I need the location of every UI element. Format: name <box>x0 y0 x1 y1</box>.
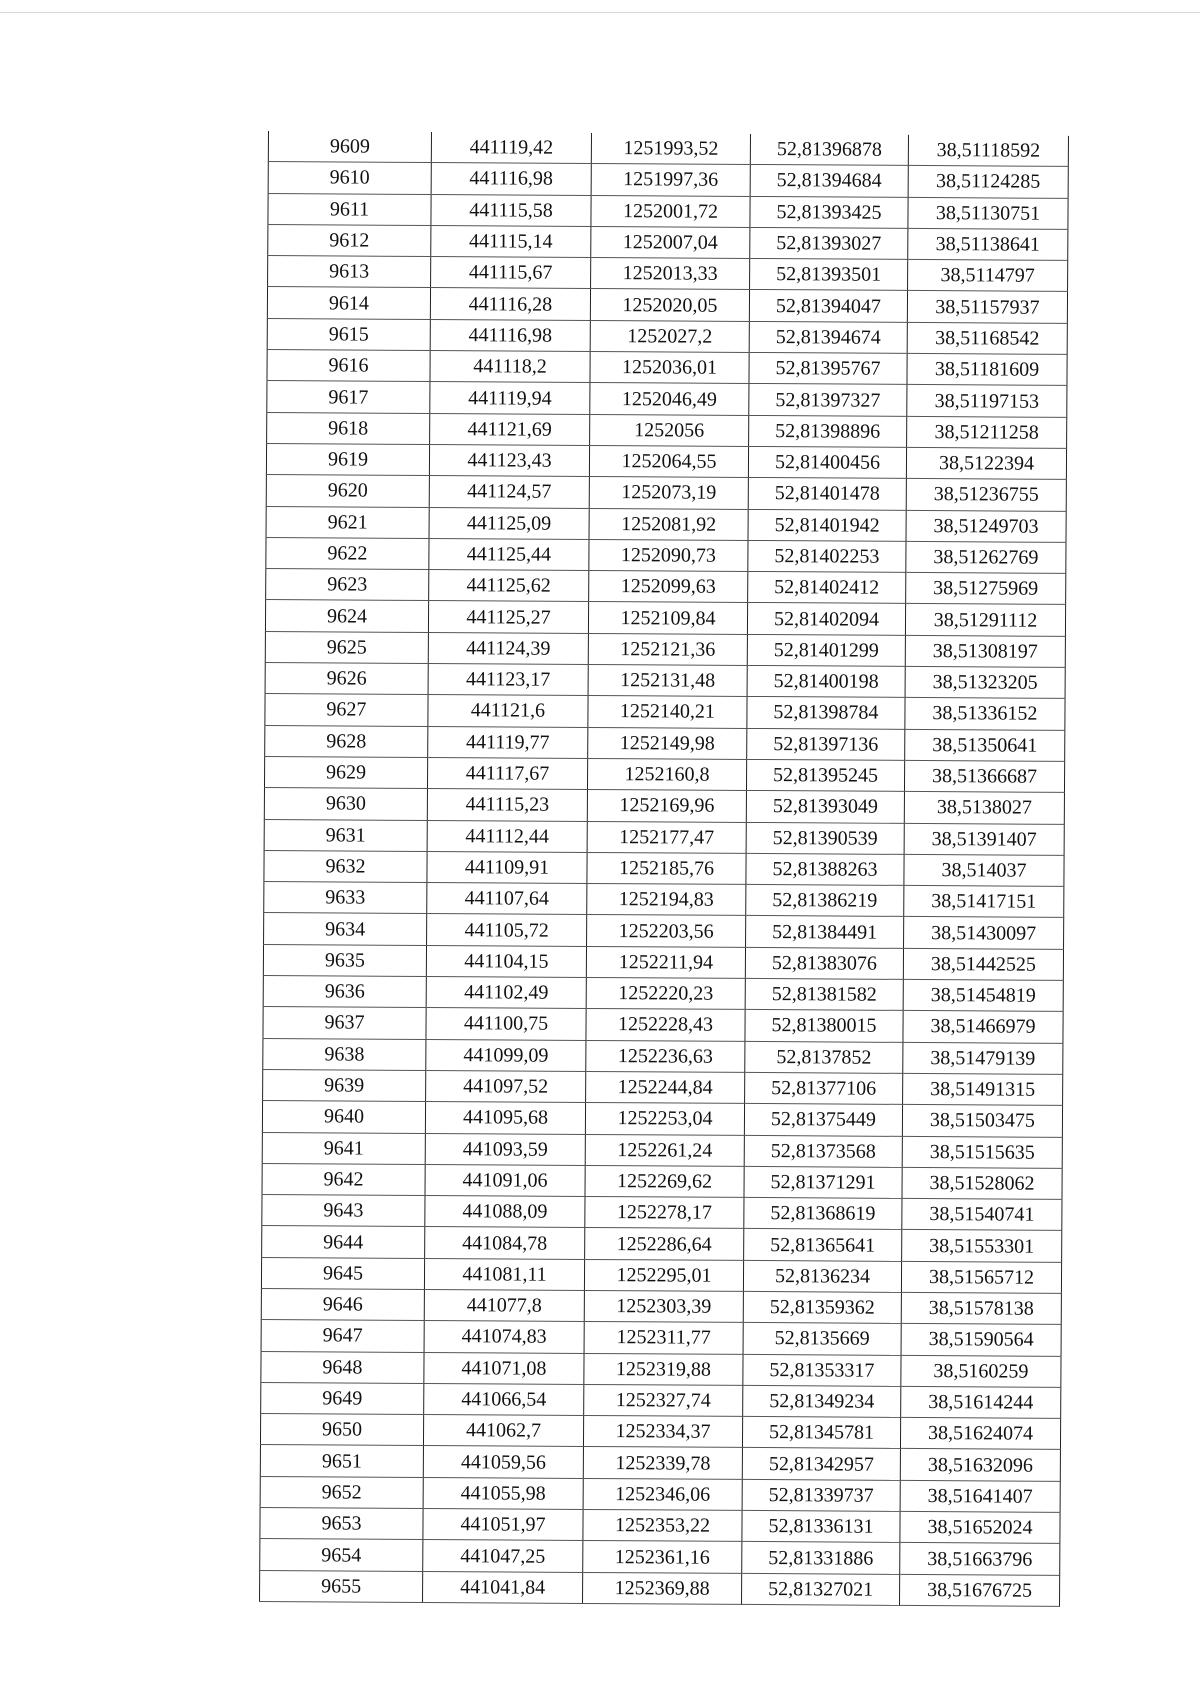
longitude-cell: 38,51430097 <box>904 917 1064 949</box>
longitude-cell: 38,51454819 <box>903 979 1063 1011</box>
point-number-cell: 9632 <box>264 850 427 882</box>
point-number-cell: 9617 <box>267 381 430 413</box>
latitude-cell: 52,81402253 <box>748 540 906 572</box>
table-row <box>261 1382 1061 1418</box>
x-coordinate-cell: 441041,84 <box>423 1571 583 1603</box>
y-coordinate-cell: 1252295,01 <box>584 1259 743 1291</box>
x-coordinate-cell: 441124,57 <box>429 476 589 508</box>
table-row <box>268 256 1068 292</box>
longitude-cell: 38,5114797 <box>908 260 1068 292</box>
y-coordinate-cell: 1252203,56 <box>587 915 746 947</box>
table-row <box>260 1570 1060 1606</box>
longitude-cell: 38,51130751 <box>908 197 1068 229</box>
table-row <box>263 1069 1063 1105</box>
point-number-cell: 9629 <box>264 756 427 788</box>
latitude-cell: 52,81373568 <box>744 1135 902 1167</box>
table-row <box>260 1508 1060 1544</box>
table-row <box>261 1288 1061 1324</box>
point-number-cell: 9620 <box>266 475 429 507</box>
y-coordinate-cell: 1252327,74 <box>584 1384 743 1416</box>
longitude-cell: 38,51138641 <box>908 228 1068 260</box>
longitude-cell: 38,51211258 <box>907 416 1067 448</box>
table-row <box>264 788 1064 824</box>
point-number-cell: 9614 <box>267 287 430 319</box>
point-number-cell: 9613 <box>268 256 431 288</box>
y-coordinate-cell: 1252149,98 <box>588 727 747 759</box>
point-number-cell: 9640 <box>262 1101 425 1133</box>
table-row <box>263 976 1063 1012</box>
y-coordinate-cell: 1252109,84 <box>588 602 747 634</box>
point-number-cell: 9618 <box>267 412 430 444</box>
x-coordinate-cell: 441109,91 <box>427 851 587 883</box>
point-number-cell: 9615 <box>267 318 430 350</box>
table-row <box>263 1007 1063 1043</box>
latitude-cell: 52,81381582 <box>745 978 903 1010</box>
y-coordinate-cell: 1252194,83 <box>587 884 746 916</box>
latitude-cell: 52,81393049 <box>746 791 904 823</box>
x-coordinate-cell: 441055,98 <box>423 1477 583 1509</box>
point-number-cell: 9633 <box>264 882 427 914</box>
point-number-cell: 9627 <box>265 694 428 726</box>
table-row <box>261 1320 1061 1356</box>
longitude-cell: 38,51442525 <box>903 948 1063 980</box>
point-number-cell: 9652 <box>260 1476 423 1508</box>
y-coordinate-cell: 1252220,23 <box>586 977 745 1009</box>
y-coordinate-cell: 1252056 <box>590 414 749 446</box>
table-row <box>266 506 1066 542</box>
latitude-cell: 52,81396878 <box>750 134 908 166</box>
longitude-cell: 38,51676725 <box>900 1574 1060 1606</box>
table-row <box>267 381 1067 417</box>
longitude-cell: 38,51249703 <box>906 510 1066 542</box>
latitude-cell: 52,81349234 <box>743 1385 901 1417</box>
longitude-cell: 38,51323205 <box>905 666 1065 698</box>
longitude-cell: 38,51479139 <box>903 1042 1063 1074</box>
x-coordinate-cell: 441123,43 <box>429 444 589 476</box>
y-coordinate-cell: 1252013,33 <box>591 258 750 290</box>
longitude-cell: 38,51624074 <box>900 1418 1060 1450</box>
longitude-cell: 38,51515635 <box>902 1136 1062 1168</box>
point-number-cell: 9635 <box>263 944 426 976</box>
latitude-cell: 52,81345781 <box>742 1417 900 1449</box>
longitude-cell: 38,51614244 <box>901 1386 1061 1418</box>
latitude-cell: 52,81393027 <box>750 227 908 259</box>
point-number-cell: 9631 <box>264 819 427 851</box>
y-coordinate-cell: 1252334,37 <box>583 1416 742 1448</box>
latitude-cell: 52,81394047 <box>749 290 907 322</box>
latitude-cell: 52,81342957 <box>742 1448 900 1480</box>
table-row <box>266 569 1066 605</box>
latitude-cell: 52,81365641 <box>744 1229 902 1261</box>
point-number-cell: 9621 <box>266 506 429 538</box>
latitude-cell: 52,81368619 <box>744 1198 902 1230</box>
table-row <box>262 1195 1062 1231</box>
point-number-cell: 9643 <box>262 1195 425 1227</box>
latitude-cell: 52,81384491 <box>746 916 904 948</box>
latitude-cell: 52,81353317 <box>743 1354 901 1386</box>
table-row <box>262 1226 1062 1262</box>
point-number-cell: 9653 <box>260 1508 423 1540</box>
point-number-cell: 9650 <box>260 1414 423 1446</box>
longitude-cell: 38,51565712 <box>901 1261 1061 1293</box>
y-coordinate-cell: 1252046,49 <box>590 383 749 415</box>
y-coordinate-cell: 1251997,36 <box>591 164 750 196</box>
longitude-cell: 38,51578138 <box>901 1292 1061 1324</box>
table-row <box>261 1257 1061 1293</box>
latitude-cell: 52,81397327 <box>749 384 907 416</box>
table-row <box>263 1038 1063 1074</box>
point-number-cell: 9639 <box>263 1069 426 1101</box>
y-coordinate-cell: 1252121,36 <box>588 633 747 665</box>
latitude-cell: 52,81393501 <box>750 259 908 291</box>
latitude-cell: 52,81375449 <box>744 1104 902 1136</box>
longitude-cell: 38,51262769 <box>906 541 1066 573</box>
latitude-cell: 52,81400456 <box>748 446 906 478</box>
coordinates-table <box>259 131 1069 1607</box>
longitude-cell: 38,51632096 <box>900 1449 1060 1481</box>
y-coordinate-cell: 1252131,48 <box>588 665 747 697</box>
table-row <box>261 1351 1061 1387</box>
y-coordinate-cell: 1252346,06 <box>583 1478 742 1510</box>
x-coordinate-cell: 441116,28 <box>430 288 590 320</box>
longitude-cell: 38,51157937 <box>907 291 1067 323</box>
table-row <box>260 1476 1060 1512</box>
point-number-cell: 9655 <box>260 1570 423 1602</box>
longitude-cell: 38,51417151 <box>904 886 1064 918</box>
longitude-cell: 38,51391407 <box>904 823 1064 855</box>
y-coordinate-cell: 1252090,73 <box>589 539 748 571</box>
longitude-cell: 38,51503475 <box>902 1105 1062 1137</box>
table-row <box>262 1132 1062 1168</box>
y-coordinate-cell: 1252211,94 <box>586 946 745 978</box>
point-number-cell: 9649 <box>261 1382 424 1414</box>
x-coordinate-cell: 441084,78 <box>425 1227 585 1259</box>
x-coordinate-cell: 441121,69 <box>430 413 590 445</box>
table-row <box>264 756 1064 792</box>
table-row <box>266 443 1066 479</box>
point-number-cell: 9648 <box>261 1351 424 1383</box>
y-coordinate-cell: 1252001,72 <box>591 195 750 227</box>
point-number-cell: 9646 <box>261 1288 424 1320</box>
x-coordinate-cell: 441051,97 <box>423 1509 583 1541</box>
y-coordinate-cell: 1252140,21 <box>588 696 747 728</box>
longitude-cell: 38,51124285 <box>908 166 1068 198</box>
latitude-cell: 52,81327021 <box>742 1573 900 1605</box>
longitude-cell: 38,51197153 <box>907 385 1067 417</box>
longitude-cell: 38,5138027 <box>904 792 1064 824</box>
x-coordinate-cell: 441119,42 <box>431 132 591 164</box>
x-coordinate-cell: 441100,75 <box>426 1008 586 1040</box>
longitude-cell: 38,51291112 <box>905 604 1065 636</box>
y-coordinate-cell: 1252160,8 <box>587 758 746 790</box>
x-coordinate-cell: 441093,59 <box>425 1133 585 1165</box>
table-row <box>265 694 1065 730</box>
point-number-cell: 9641 <box>262 1132 425 1164</box>
x-coordinate-cell: 441118,2 <box>430 351 590 383</box>
x-coordinate-cell: 441121,6 <box>428 695 588 727</box>
latitude-cell: 52,81390539 <box>746 822 904 854</box>
table-row <box>262 1163 1062 1199</box>
longitude-cell: 38,51553301 <box>902 1230 1062 1262</box>
latitude-cell: 52,81377106 <box>745 1072 903 1104</box>
table-row <box>264 882 1064 918</box>
point-number-cell: 9612 <box>268 224 431 256</box>
y-coordinate-cell: 1252177,47 <box>587 821 746 853</box>
latitude-cell: 52,81401299 <box>747 634 905 666</box>
table-row <box>264 913 1064 949</box>
latitude-cell: 52,81397136 <box>747 728 905 760</box>
longitude-cell: 38,51168542 <box>907 322 1067 354</box>
table-row <box>264 850 1064 886</box>
x-coordinate-cell: 441123,17 <box>428 664 588 696</box>
table-row <box>264 819 1064 855</box>
latitude-cell: 52,81393425 <box>750 196 908 228</box>
x-coordinate-cell: 441066,54 <box>424 1383 584 1415</box>
point-number-cell: 9628 <box>265 725 428 757</box>
x-coordinate-cell: 441115,58 <box>431 194 591 226</box>
x-coordinate-cell: 441095,68 <box>425 1102 585 1134</box>
x-coordinate-cell: 441102,49 <box>426 976 586 1008</box>
x-coordinate-cell: 441117,67 <box>427 757 587 789</box>
point-number-cell: 9610 <box>268 162 431 194</box>
x-coordinate-cell: 441115,23 <box>427 789 587 821</box>
y-coordinate-cell: 1252244,84 <box>586 1071 745 1103</box>
longitude-cell: 38,51118592 <box>908 135 1068 167</box>
point-number-cell: 9637 <box>263 1007 426 1039</box>
latitude-cell: 52,81395767 <box>749 353 907 385</box>
x-coordinate-cell: 441071,08 <box>424 1352 584 1384</box>
latitude-cell: 52,81388263 <box>746 853 904 885</box>
longitude-cell: 38,514037 <box>904 854 1064 886</box>
latitude-cell: 52,81402094 <box>747 603 905 635</box>
x-coordinate-cell: 441059,56 <box>423 1446 583 1478</box>
point-number-cell: 9651 <box>260 1445 423 1477</box>
latitude-cell: 52,81401478 <box>748 478 906 510</box>
x-coordinate-cell: 441119,77 <box>428 726 588 758</box>
latitude-cell: 52,81401942 <box>748 509 906 541</box>
x-coordinate-cell: 441088,09 <box>425 1196 585 1228</box>
x-coordinate-cell: 441116,98 <box>430 319 590 351</box>
latitude-cell: 52,8136234 <box>743 1260 901 1292</box>
x-coordinate-cell: 441125,44 <box>429 538 589 570</box>
y-coordinate-cell: 1252099,63 <box>589 571 748 603</box>
y-coordinate-cell: 1252169,96 <box>587 790 746 822</box>
y-coordinate-cell: 1252278,17 <box>585 1197 744 1229</box>
longitude-cell: 38,51663796 <box>900 1543 1060 1575</box>
y-coordinate-cell: 1252036,01 <box>590 352 749 384</box>
point-number-cell: 9622 <box>266 537 429 569</box>
table-row <box>267 287 1067 323</box>
y-coordinate-cell: 1252353,22 <box>583 1510 742 1542</box>
latitude-cell: 52,81331886 <box>742 1542 900 1574</box>
latitude-cell: 52,81359362 <box>743 1291 901 1323</box>
point-number-cell: 9609 <box>268 131 431 163</box>
point-number-cell: 9611 <box>268 193 431 225</box>
latitude-cell: 52,81336131 <box>742 1510 900 1542</box>
x-coordinate-cell: 441107,64 <box>427 883 587 915</box>
table-row <box>262 1101 1062 1137</box>
y-coordinate-cell: 1252253,04 <box>585 1103 744 1135</box>
y-coordinate-cell: 1252269,62 <box>585 1165 744 1197</box>
y-coordinate-cell: 1252286,64 <box>585 1228 744 1260</box>
x-coordinate-cell: 441125,09 <box>429 507 589 539</box>
latitude-cell: 52,81395245 <box>746 759 904 791</box>
latitude-cell: 52,81402412 <box>748 572 906 604</box>
point-number-cell: 9619 <box>266 443 429 475</box>
point-number-cell: 9654 <box>260 1539 423 1571</box>
table-row <box>268 131 1068 167</box>
latitude-cell: 52,8135669 <box>743 1323 901 1355</box>
y-coordinate-cell: 1252339,78 <box>583 1447 742 1479</box>
y-coordinate-cell: 1252020,05 <box>590 289 749 321</box>
table-row <box>263 944 1063 980</box>
longitude-cell: 38,5122394 <box>906 447 1066 479</box>
longitude-cell: 38,51466979 <box>903 1011 1063 1043</box>
longitude-cell: 38,51366687 <box>904 760 1064 792</box>
x-coordinate-cell: 441115,14 <box>431 225 591 257</box>
longitude-cell: 38,51275969 <box>906 573 1066 605</box>
table-row <box>260 1445 1060 1481</box>
latitude-cell: 52,8137852 <box>745 1041 903 1073</box>
y-coordinate-cell: 1252073,19 <box>589 477 748 509</box>
table-row <box>266 475 1066 511</box>
point-number-cell: 9623 <box>266 569 429 601</box>
x-coordinate-cell: 441116,98 <box>431 163 591 195</box>
x-coordinate-cell: 441115,67 <box>431 257 591 289</box>
longitude-cell: 38,51590564 <box>901 1324 1061 1356</box>
y-coordinate-cell: 1252228,43 <box>586 1009 745 1041</box>
table-row <box>260 1414 1060 1450</box>
x-coordinate-cell: 441104,15 <box>426 945 586 977</box>
table-row <box>267 350 1067 386</box>
longitude-cell: 38,51641407 <box>900 1480 1060 1512</box>
table-row <box>267 412 1067 448</box>
point-number-cell: 9634 <box>264 913 427 945</box>
latitude-cell: 52,81371291 <box>744 1166 902 1198</box>
x-coordinate-cell: 441081,11 <box>424 1258 584 1290</box>
table-row <box>265 600 1065 636</box>
point-number-cell: 9644 <box>262 1226 425 1258</box>
point-number-cell: 9626 <box>265 663 428 695</box>
table-row <box>268 162 1068 198</box>
x-coordinate-cell: 441047,25 <box>423 1540 583 1572</box>
x-coordinate-cell: 441119,94 <box>430 382 590 414</box>
table-row <box>268 193 1068 229</box>
latitude-cell: 52,81398784 <box>747 697 905 729</box>
table-row <box>265 631 1065 667</box>
point-number-cell: 9625 <box>265 631 428 663</box>
x-coordinate-cell: 441125,62 <box>429 570 589 602</box>
longitude-cell: 38,51308197 <box>905 635 1065 667</box>
y-coordinate-cell: 1252064,55 <box>589 445 748 477</box>
x-coordinate-cell: 441125,27 <box>428 601 588 633</box>
table-row <box>267 318 1067 354</box>
y-coordinate-cell: 1252007,04 <box>591 226 750 258</box>
longitude-cell: 38,51491315 <box>903 1073 1063 1105</box>
table-row <box>260 1539 1060 1575</box>
point-number-cell: 9645 <box>261 1257 424 1289</box>
x-coordinate-cell: 441074,83 <box>424 1321 584 1353</box>
table-row <box>265 725 1065 761</box>
point-number-cell: 9647 <box>261 1320 424 1352</box>
x-coordinate-cell: 441062,7 <box>423 1415 583 1447</box>
y-coordinate-cell: 1252369,88 <box>583 1572 742 1604</box>
point-number-cell: 9642 <box>262 1163 425 1195</box>
longitude-cell: 38,51528062 <box>902 1167 1062 1199</box>
y-coordinate-cell: 1252261,24 <box>585 1134 744 1166</box>
longitude-cell: 38,5160259 <box>901 1355 1061 1387</box>
latitude-cell: 52,81339737 <box>742 1479 900 1511</box>
x-coordinate-cell: 441091,06 <box>425 1164 585 1196</box>
latitude-cell: 52,81400198 <box>747 665 905 697</box>
x-coordinate-cell: 441077,8 <box>424 1289 584 1321</box>
y-coordinate-cell: 1252027,2 <box>590 320 749 352</box>
longitude-cell: 38,51652024 <box>900 1511 1060 1543</box>
y-coordinate-cell: 1252081,92 <box>589 508 748 540</box>
y-coordinate-cell: 1251993,52 <box>591 133 750 165</box>
x-coordinate-cell: 441112,44 <box>427 820 587 852</box>
point-number-cell: 9638 <box>263 1038 426 1070</box>
x-coordinate-cell: 441099,09 <box>426 1039 586 1071</box>
longitude-cell: 38,51236755 <box>906 479 1066 511</box>
x-coordinate-cell: 441105,72 <box>427 914 587 946</box>
table-row <box>266 537 1066 573</box>
y-coordinate-cell: 1252361,16 <box>583 1541 742 1573</box>
point-number-cell: 9636 <box>263 976 426 1008</box>
latitude-cell: 52,81383076 <box>745 947 903 979</box>
scan-edge-line <box>0 12 1200 13</box>
x-coordinate-cell: 441124,39 <box>428 632 588 664</box>
table-row <box>265 663 1065 699</box>
point-number-cell: 9624 <box>265 600 428 632</box>
longitude-cell: 38,51181609 <box>907 353 1067 385</box>
longitude-cell: 38,51336152 <box>905 698 1065 730</box>
y-coordinate-cell: 1252185,76 <box>587 852 746 884</box>
table-row <box>268 224 1068 260</box>
latitude-cell: 52,81380015 <box>745 1010 903 1042</box>
point-number-cell: 9630 <box>264 788 427 820</box>
latitude-cell: 52,81394684 <box>750 165 908 197</box>
y-coordinate-cell: 1252319,88 <box>584 1353 743 1385</box>
y-coordinate-cell: 1252303,39 <box>584 1290 743 1322</box>
point-number-cell: 9616 <box>267 350 430 382</box>
latitude-cell: 52,81398896 <box>749 415 907 447</box>
y-coordinate-cell: 1252236,63 <box>586 1040 745 1072</box>
y-coordinate-cell: 1252311,77 <box>584 1322 743 1354</box>
x-coordinate-cell: 441097,52 <box>426 1070 586 1102</box>
latitude-cell: 52,81394674 <box>749 321 907 353</box>
longitude-cell: 38,51540741 <box>902 1198 1062 1230</box>
latitude-cell: 52,81386219 <box>746 885 904 917</box>
coordinates-table-body <box>260 131 1069 1606</box>
longitude-cell: 38,51350641 <box>905 729 1065 761</box>
